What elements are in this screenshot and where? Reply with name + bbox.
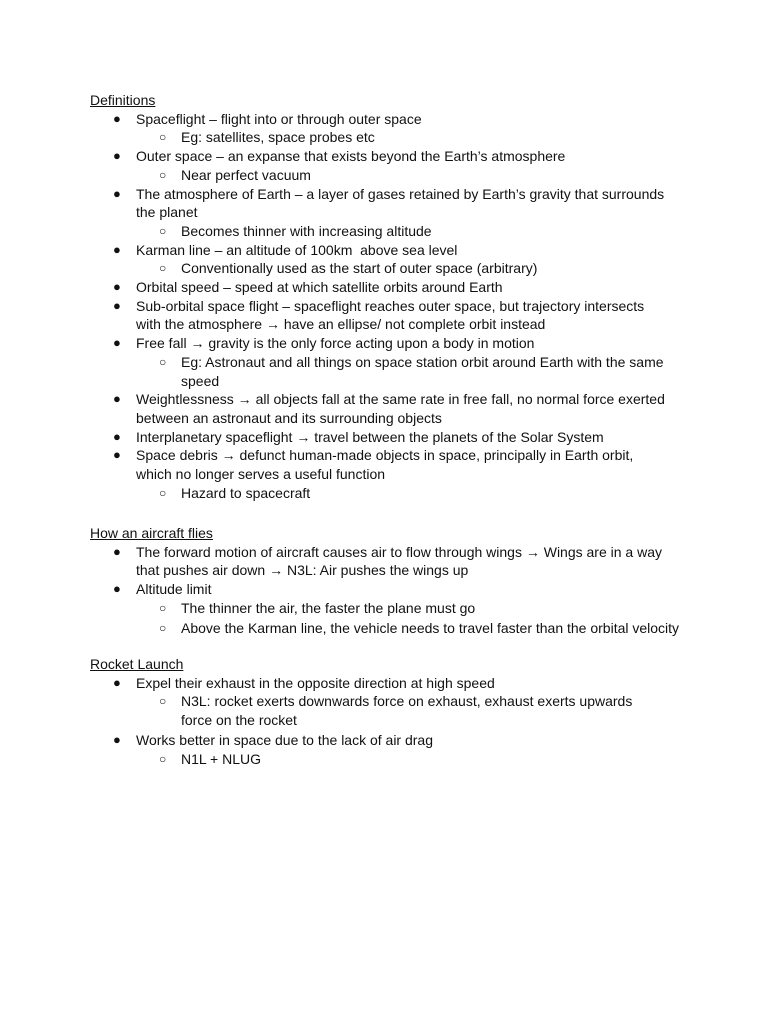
sub-list-item-text: Near perfect vacuum bbox=[181, 166, 311, 183]
list-item-text: Space debris → defunct human-made objects in space, principally in Earth orbit, which no longer serves a useful function bbox=[136, 447, 634, 483]
sub-list-item-text: Above the Karman line, the vehicle needs to travel faster than the orbital velocity bbox=[181, 619, 680, 636]
list-item bbox=[90, 185, 690, 241]
list-item-text: Sub-orbital space flight – spaceflight reaches outer space, but trajectory intersects with the atmosphere → have an ellipse/ not complete orbit instead bbox=[136, 297, 645, 333]
bullet-icon: ● bbox=[113, 297, 121, 313]
sub-list-item-text: Eg: Astronaut and all things on space station orbit around Earth with the same speed bbox=[181, 353, 664, 389]
bullet-icon: ● bbox=[113, 731, 121, 747]
bullet-icon: ● bbox=[113, 581, 121, 597]
bullet-icon: ● bbox=[113, 543, 121, 559]
sub-list-item bbox=[136, 128, 690, 147]
sub-list-item bbox=[136, 750, 690, 769]
list-item bbox=[90, 110, 690, 147]
hollow-bullet-icon: ○ bbox=[159, 261, 167, 276]
sub-list-item-text: The thinner the air, the faster the plane must go bbox=[181, 599, 476, 616]
bullet-icon: ● bbox=[113, 391, 121, 407]
sub-list bbox=[136, 128, 690, 147]
section-heading: Rocket Launch bbox=[90, 656, 184, 672]
list-item bbox=[90, 241, 690, 278]
section-heading: How an aircraft flies bbox=[90, 525, 213, 541]
sub-list-item bbox=[136, 484, 690, 503]
list-item-text: Works better in space due to the lack of air drag bbox=[136, 731, 434, 748]
list-item-text: The atmosphere of Earth – a layer of gases retained by Earth’s gravity that surrounds the planet bbox=[136, 185, 665, 221]
list-item-text: Altitude limit bbox=[136, 581, 212, 598]
list-item bbox=[90, 297, 690, 334]
sub-list bbox=[136, 259, 690, 278]
sub-list-item-text: Eg: satellites, space probes etc bbox=[181, 129, 375, 146]
hollow-bullet-icon: ○ bbox=[159, 130, 167, 145]
bullet-icon: ● bbox=[113, 447, 121, 463]
bullet-list bbox=[90, 543, 690, 638]
list-item bbox=[90, 580, 690, 637]
bullet-list bbox=[90, 674, 690, 769]
sub-list-item bbox=[136, 166, 690, 185]
section-how-an-aircraft-flies bbox=[90, 524, 690, 637]
hollow-bullet-icon: ○ bbox=[159, 485, 167, 500]
list-item bbox=[90, 428, 690, 447]
sub-list-item bbox=[136, 692, 690, 729]
bullet-icon: ● bbox=[113, 241, 121, 257]
sub-list bbox=[136, 222, 690, 241]
sub-list bbox=[136, 484, 690, 503]
list-item-text: Free fall → gravity is the only force acting upon a body in motion bbox=[136, 335, 535, 352]
sub-list-item bbox=[136, 222, 690, 241]
hollow-bullet-icon: ○ bbox=[159, 620, 167, 635]
bullet-icon: ● bbox=[113, 110, 121, 126]
list-item bbox=[90, 446, 690, 502]
sub-list-item-text: Becomes thinner with increasing altitude bbox=[181, 222, 432, 239]
section-heading: Definitions bbox=[90, 92, 156, 108]
list-item-text: Weightlessness → all objects fall at the same rate in free fall, no normal force exerted between an astronaut and its surrounding objects bbox=[136, 391, 665, 426]
section-rocket-launch bbox=[90, 655, 690, 768]
hollow-bullet-icon: ○ bbox=[159, 751, 167, 766]
bullet-icon: ● bbox=[113, 428, 121, 444]
sub-list bbox=[136, 750, 690, 769]
list-item-text: Karman line – an altitude of 100km above sea level bbox=[136, 241, 458, 258]
sub-list bbox=[136, 353, 690, 390]
list-item-text: Interplanetary spaceflight → travel between the planets of the Solar System bbox=[136, 428, 604, 445]
sub-list bbox=[136, 166, 690, 185]
bullet-icon: ● bbox=[113, 674, 121, 690]
hollow-bullet-icon: ○ bbox=[159, 223, 167, 238]
bullet-icon: ● bbox=[113, 279, 121, 295]
list-item bbox=[90, 278, 690, 297]
list-item bbox=[90, 390, 690, 427]
list-item-text: The forward motion of aircraft causes air to flow through wings → Wings are in a way that pushes air down → N3L: Air pushes the wings up bbox=[136, 543, 662, 579]
list-item-text: Orbital speed – speed at which satellite orbits around Earth bbox=[136, 279, 503, 296]
list-item-text: Expel their exhaust in the opposite direction at high speed bbox=[136, 674, 495, 691]
sub-list-item-text: N3L: rocket exerts downwards force on exhaust, exhaust exerts upwards force on the rocket bbox=[181, 693, 633, 729]
list-item bbox=[90, 543, 690, 580]
bullet-list bbox=[90, 110, 690, 503]
sub-list-item bbox=[136, 259, 690, 278]
sub-list-item-text: Hazard to spacecraft bbox=[181, 484, 311, 501]
sub-list-item-text: N1L + NLUG bbox=[181, 750, 262, 767]
hollow-bullet-icon: ○ bbox=[159, 354, 167, 369]
bullet-icon: ● bbox=[113, 148, 121, 164]
section-definitions bbox=[90, 91, 690, 502]
bullet-icon: ● bbox=[113, 335, 121, 351]
bullet-icon: ● bbox=[113, 185, 121, 201]
sub-list bbox=[136, 692, 690, 729]
sub-list-item bbox=[136, 353, 690, 390]
list-item bbox=[90, 731, 690, 768]
list-item bbox=[90, 147, 690, 184]
sub-list-item-text: Conventionally used as the start of outer space (arbitrary) bbox=[181, 260, 538, 277]
list-item bbox=[90, 334, 690, 390]
sub-list-item bbox=[136, 599, 690, 618]
hollow-bullet-icon: ○ bbox=[159, 600, 167, 615]
hollow-bullet-icon: ○ bbox=[159, 694, 167, 709]
hollow-bullet-icon: ○ bbox=[159, 167, 167, 182]
list-item-text: Spaceflight – flight into or through outer space bbox=[136, 110, 422, 127]
list-item bbox=[90, 674, 690, 730]
list-item-text: Outer space – an expanse that exists beyond the Earth’s atmosphere bbox=[136, 148, 566, 165]
sub-list-item bbox=[136, 619, 690, 638]
sub-list bbox=[136, 599, 690, 637]
